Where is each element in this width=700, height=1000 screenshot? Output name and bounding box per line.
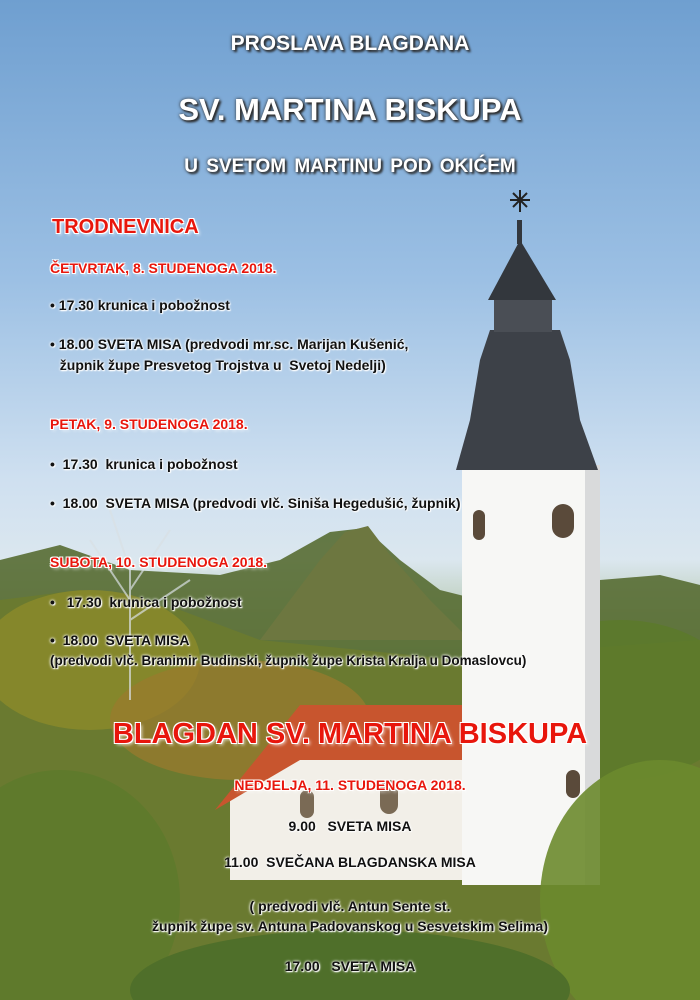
- header-line-3: U SVETOM MARTINU POD OKIĆEM: [184, 156, 516, 177]
- trodnevnica-title: TRODNEVNICA: [52, 216, 199, 238]
- feast-date: NEDJELJA, 11. STUDENOGA 2018.: [234, 777, 466, 793]
- header-line-1: PROSLAVA BLAGDANA: [230, 32, 470, 55]
- day-2-item-1: • 17.30 krunica i pobožnost: [50, 456, 238, 472]
- day-1-date: ČETVRTAK, 8. STUDENOGA 2018.: [50, 260, 277, 276]
- feast-title: BLAGDAN SV. MARTINA BISKUPA: [112, 718, 588, 750]
- feast-mass-1: 9.00 SVETA MISA: [288, 818, 412, 834]
- header-line-2: SV. MARTINA BISKUPA: [178, 92, 522, 127]
- day-2-item-2: • 18.00 SVETA MISA (predvodi vlč. Siniša Hegedušić, župnik): [50, 495, 461, 511]
- feast-mass-3: 17.00 SVETA MISA: [284, 958, 416, 974]
- day-3-date: SUBOTA, 10. STUDENOGA 2018.: [50, 554, 268, 570]
- day-1-item-2-cont: župnik župe Presvetog Trojstva u Svetoj Nedelji): [52, 357, 386, 373]
- day-1-item-1: • 17.30 krunica i pobožnost: [50, 297, 230, 313]
- feast-mass-2: 11.00 SVEČANA BLAGDANSKA MISA: [224, 854, 476, 870]
- day-1-item-2: • 18.00 SVETA MISA (predvodi mr.sc. Marijan Kušenić,: [50, 336, 409, 352]
- feast-note-1: ( predvodi vlč. Antun Sente st.: [249, 898, 451, 914]
- day-3-item-1: • 17.30 krunica i pobožnost: [50, 594, 242, 610]
- day-2-date: PETAK, 9. STUDENOGA 2018.: [50, 416, 248, 432]
- feast-note-2: župnik župe sv. Antuna Padovanskog u Sesvetskim Selima): [152, 918, 548, 934]
- day-3-item-2: • 18.00 SVETA MISA: [50, 632, 190, 648]
- day-3-item-2-cont: (predvodi vlč. Branimir Budinski, župnik župe Krista Kralja u Domaslovcu): [50, 653, 527, 668]
